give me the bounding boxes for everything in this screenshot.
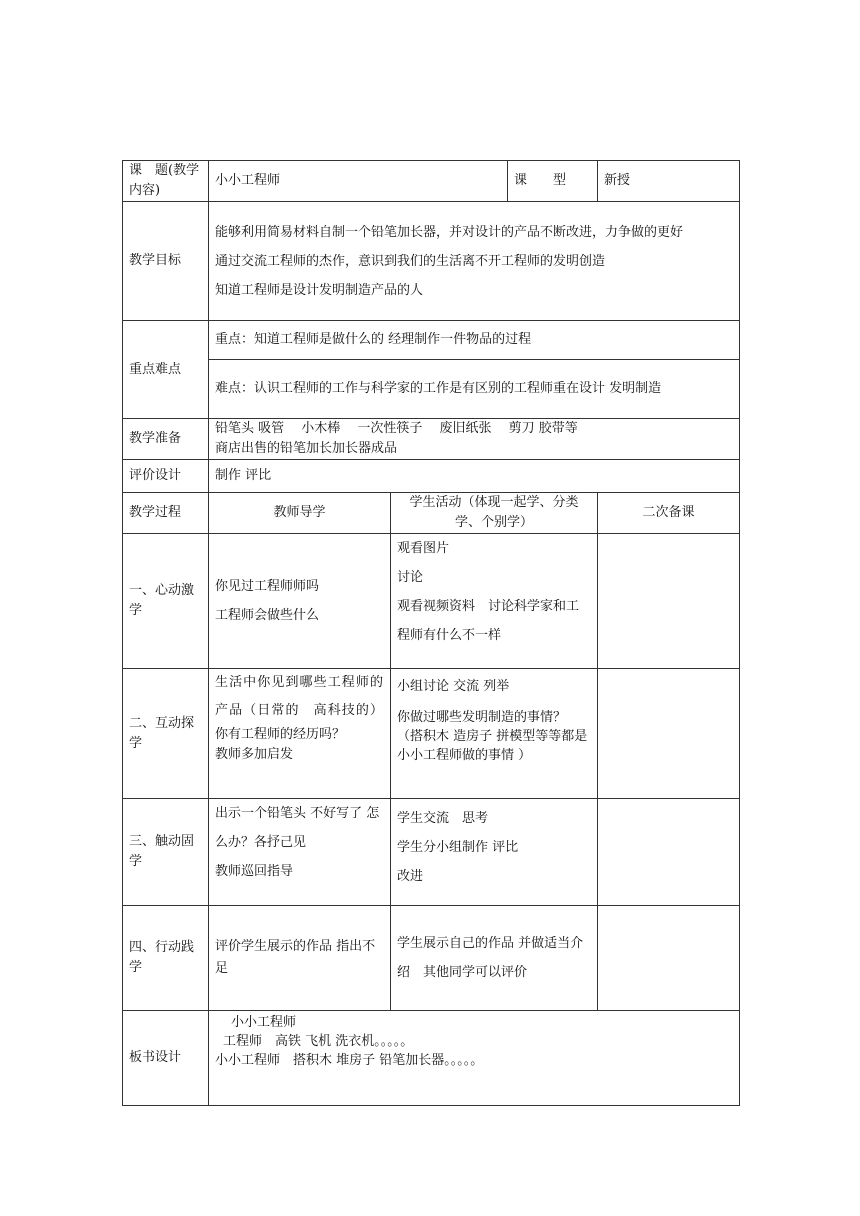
board-label: 板书设计 xyxy=(123,1011,209,1106)
process-label: 教学过程 xyxy=(123,493,209,534)
board-line: 工程师 高铁 飞机 洗衣机。。。。。 xyxy=(223,1034,414,1049)
stage-name: 一、心动激学 xyxy=(123,534,209,669)
stage-teacher xyxy=(209,799,391,906)
stage-notes xyxy=(598,906,740,1011)
board-line: 小小工程师 搭积木 堆房子 铅笔加长器。。。。。 xyxy=(215,1053,484,1068)
col-student-header: 学生活动（体现一起学、分类学、个别学） xyxy=(391,493,598,534)
student-line: 你做过哪些发明制造的事情？（搭积木 造房子 拼模型等等都是小小工程师做的事情 ） xyxy=(397,710,588,763)
type-label: 课 型 xyxy=(508,161,598,202)
student-line: 学生交流 思考 xyxy=(397,811,489,826)
stage-name: 二、互动探学 xyxy=(123,669,209,799)
preparation-content xyxy=(209,419,740,460)
row-evaluation xyxy=(123,460,740,493)
teacher-line: 工程师会做些什么 xyxy=(215,608,320,623)
keypoints-label: 重点难点 xyxy=(123,321,209,419)
stage-teacher xyxy=(209,906,391,1011)
evaluation-label: 评价设计 xyxy=(123,460,209,493)
focus-text: 重点：知道工程师是做什么的 经理制作一件物品的过程 xyxy=(209,321,740,360)
stage-row xyxy=(123,906,740,1011)
goal-line: 通过交流工程师的杰作，意识到我们的生活离不开工程师的发明创造 xyxy=(215,253,606,269)
stage-row xyxy=(123,534,740,669)
evaluation-value: 制作 评比 xyxy=(209,460,740,493)
row-board xyxy=(123,1011,740,1106)
lesson-plan-table xyxy=(122,160,740,1106)
row-preparation xyxy=(123,419,740,460)
stage-teacher xyxy=(209,669,391,799)
row-process-header xyxy=(123,493,740,534)
goals-label: 教学目标 xyxy=(123,202,209,321)
stage-student xyxy=(391,534,598,669)
stage-notes xyxy=(598,669,740,799)
teacher-line: 你有工程师的经历吗？ xyxy=(215,727,346,742)
preparation-label: 教学准备 xyxy=(123,419,209,460)
stage-student xyxy=(391,906,598,1011)
type-value: 新授 xyxy=(598,161,740,202)
col-notes-header: 二次备课 xyxy=(598,493,740,534)
teacher-line: 评价学生展示的作品 指出不足 xyxy=(215,939,376,976)
col-teacher-header: 教师导学 xyxy=(209,493,391,534)
stage-student xyxy=(391,799,598,906)
student-line: 讨论 xyxy=(397,570,424,585)
student-line: 学生展示自己的作品 并做适当介绍 其他同学可以评价 xyxy=(397,936,584,980)
row-difficulty xyxy=(123,360,740,419)
row-focus xyxy=(123,321,740,360)
stage-notes xyxy=(598,799,740,906)
teacher-line: 生活中你见到哪些工程师的产品（日常的 高科技的） xyxy=(215,675,384,718)
teacher-line: 教师多加启发 xyxy=(215,747,294,762)
preparation-line: 铅笔头 吸管 小木棒 一次性筷子 废旧纸张 剪刀 胶带等 xyxy=(215,421,578,436)
row-goals xyxy=(123,202,740,321)
student-line: 改进 xyxy=(397,869,424,884)
student-line: 观看图片 xyxy=(397,541,450,556)
teacher-line: 你见过工程师师吗 xyxy=(215,579,320,594)
board-line: 小小工程师 xyxy=(231,1015,297,1030)
stage-teacher xyxy=(209,534,391,669)
stage-student xyxy=(391,669,598,799)
student-line: 观看视频资料 讨论科学家和工程师有什么不一样 xyxy=(397,599,580,643)
goal-line: 知道工程师是设计发明制造产品的人 xyxy=(215,282,424,298)
row-topic xyxy=(123,161,740,202)
preparation-line: 商店出售的铅笔加长加长器成品 xyxy=(215,441,398,456)
goal-line: 能够利用简易材料自制一个铅笔加长器，并对设计的产品不断改进，力争做的更好 xyxy=(215,224,684,240)
stage-name: 三、触动固学 xyxy=(123,799,209,906)
stage-name: 四、行动践学 xyxy=(123,906,209,1011)
difficulty-text: 难点：认识工程师的工作与科学家的工作是有区别的工程师重在设计 发明制造 xyxy=(209,360,740,419)
goals-content xyxy=(209,202,740,321)
student-line: 小组讨论 交流 列举 xyxy=(397,679,510,694)
stage-row xyxy=(123,799,740,906)
student-line: 学生分小组制作 评比 xyxy=(397,840,519,855)
topic-label: 课 题(教学内容) xyxy=(123,161,209,202)
topic-value: 小小工程师 xyxy=(209,161,508,202)
stage-row xyxy=(123,669,740,799)
teacher-line: 教师巡回指导 xyxy=(215,864,294,879)
teacher-line: 出示一个铅笔头 不好写了 怎么办？各抒己见 xyxy=(215,806,380,850)
stage-notes xyxy=(598,534,740,669)
board-content xyxy=(209,1011,740,1106)
